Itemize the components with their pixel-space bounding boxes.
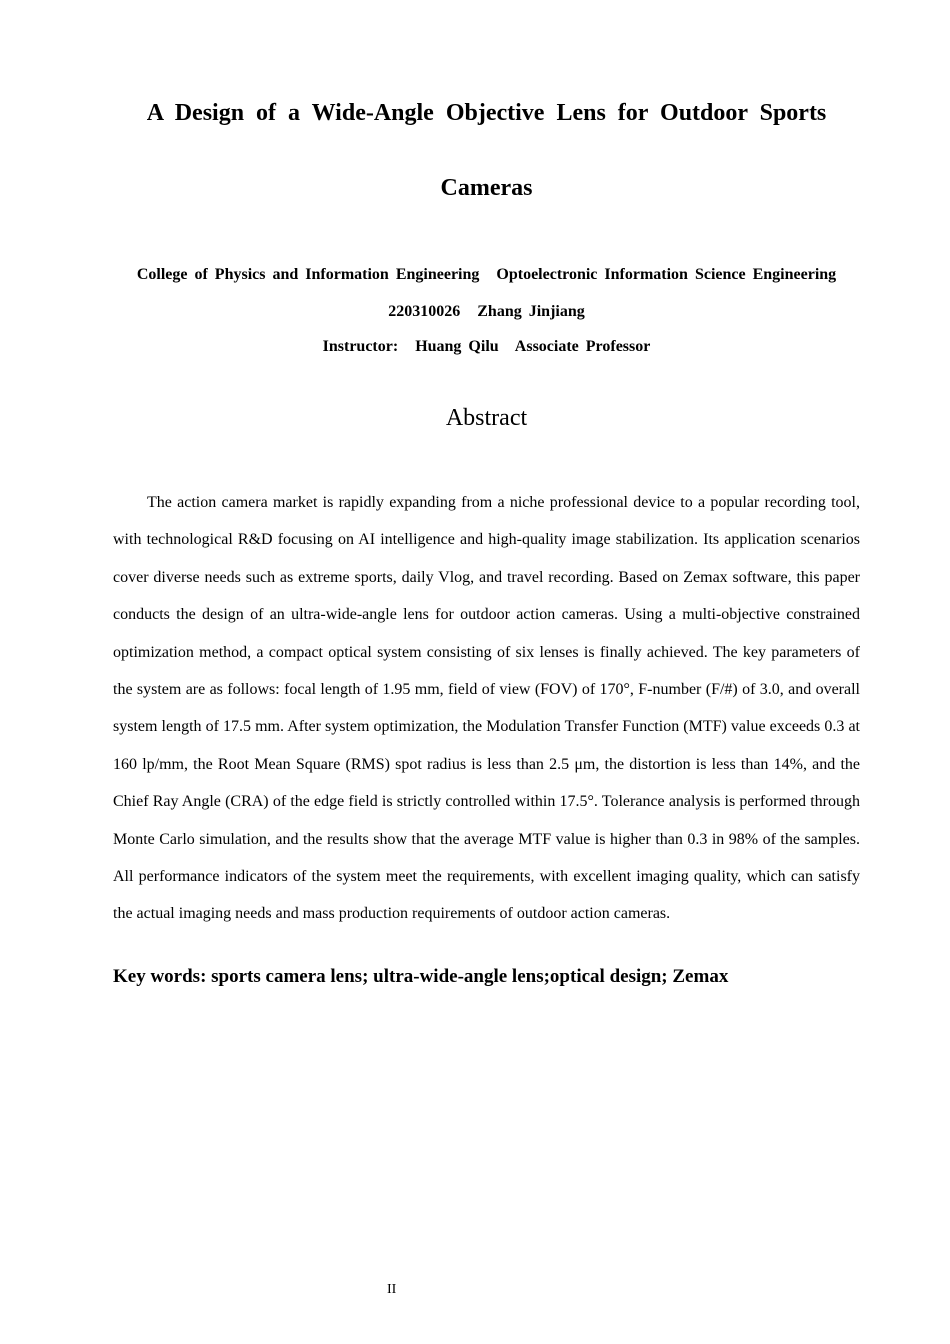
instructor-label: Instructor: bbox=[322, 338, 399, 355]
affiliation-line bbox=[113, 266, 860, 284]
paper-title-line-2: Cameras bbox=[440, 175, 533, 201]
student-line bbox=[113, 303, 860, 321]
student-id: 220310026 bbox=[388, 303, 461, 320]
instructor-line bbox=[113, 338, 860, 356]
paper-title-line-1: A Design of a Wide-Angle Objective Lens for Outdoor Sports bbox=[146, 100, 827, 126]
abstract-body: The action camera market is rapidly expanding from a niche professional device to a popular recording tool, with technological R&D focusing on AI intelligence and high-quality image stabilization. Its application scenarios cover diverse needs such as extreme sports, daily Vlog, and travel recording. Based on Zemax software, this paper conducts the design of an ultra-wide-angle lens for outdoor action cameras. Using a multi-objective constrained optimization method, a compact optical system consisting of six lenses is finally achieved. The key parameters of the system are as follows: focal length of 1.95 mm, field of view (FOV) of 170°, F-number (F/#) of 3.0, and overall system length of 17.5 mm. After system optimization, the Modulation Transfer Function (MTF) value exceeds 0.3 at 160 lp/mm, the Root Mean Square (RMS) spot radius is less than 2.5 μm, the distortion is less than 14%, and the Chief Ray Angle (CRA) of the edge field is strictly controlled within 17.5°. Tolerance analysis is performed through Monte Carlo simulation, and the results show that the average MTF value is higher than 0.3 in 98% of the samples. All performance indicators of the system meet the requirements, with excellent imaging quality, which can satisfy the actual imaging needs and mass production requirements of outdoor action cameras. bbox=[113, 494, 860, 923]
page-number: II bbox=[387, 1282, 397, 1297]
major-name: Optoelectronic Information Science Engineering bbox=[496, 266, 837, 283]
instructor-name: Huang Qilu bbox=[415, 338, 499, 355]
instructor-title: Associate Professor bbox=[514, 338, 651, 355]
student-name: Zhang Jinjiang bbox=[477, 303, 585, 320]
abstract-heading: Abstract bbox=[445, 405, 528, 431]
keywords-line: Key words: sports camera lens; ultra-wide-angle lens;optical design; Zemax bbox=[113, 966, 729, 987]
college-name: College of Physics and Information Engineering bbox=[136, 266, 480, 283]
